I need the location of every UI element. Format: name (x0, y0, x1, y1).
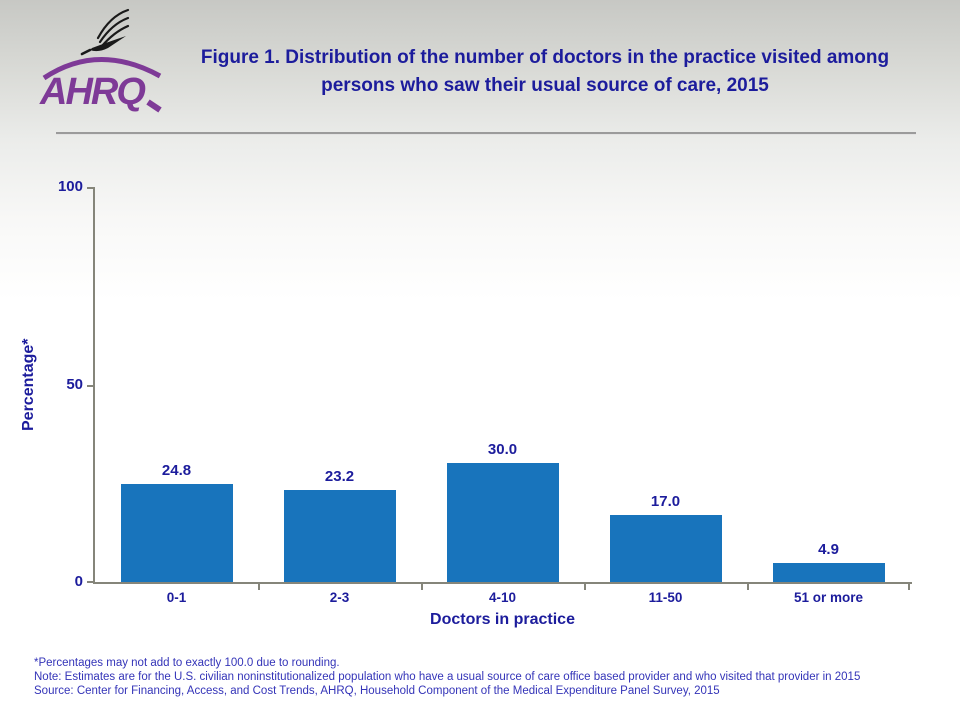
ahrq-logo (36, 4, 166, 114)
bar (773, 563, 885, 582)
footnote-note: Note: Estimates are for the U.S. civilian noninstitutionalized population who have a usual source of care office based provider and who visited that provider in 2015 (34, 670, 861, 683)
x-axis-title: Doctors in practice (430, 611, 575, 628)
bar (610, 515, 722, 582)
y-tick (87, 187, 93, 189)
category-label: 0-1 (166, 590, 187, 605)
y-tick-label: 100 (57, 178, 83, 195)
y-tick-label: 50 (66, 375, 83, 393)
y-tick (87, 581, 93, 583)
plot-area (57, 178, 910, 605)
ahrq-logo-text: AHRQ (40, 71, 144, 113)
figure-title (150, 44, 940, 100)
bar-value-label: 17.0 (650, 493, 681, 510)
figure-title-line1: Figure 1. Distribution of the number of doctors in the practice visited among (200, 47, 890, 68)
figure-title-line2: persons who saw their usual source of care, 2015 (321, 75, 769, 96)
footnotes (34, 657, 946, 698)
y-tick (87, 385, 93, 387)
category-label: 51 or more (793, 590, 864, 605)
y-tick-label: 0 (74, 573, 83, 590)
category-label: 11-50 (648, 590, 683, 605)
ahrq-q-tail (148, 102, 160, 110)
ahrq-logo-graphic (36, 4, 166, 114)
hhs-eagle-icon (82, 10, 128, 54)
bar-value-label: 24.8 (161, 462, 192, 479)
category-label: 4-10 (488, 590, 517, 605)
footnote-source: Source: Center for Financing, Access, and Cost Trends, AHRQ, Household Component of the Medical Expenditure Panel Survey, 2015 (34, 684, 720, 697)
bar (121, 484, 233, 582)
bar (284, 490, 396, 582)
y-axis-title: Percentage* (20, 338, 37, 431)
x-axis-line (93, 582, 912, 584)
header-divider (56, 132, 916, 135)
bar-value-label: 30.0 (487, 441, 518, 458)
y-axis-line (93, 187, 95, 584)
bar (447, 463, 559, 582)
footnote-asterisk: *Percentages may not add to exactly 100.0 due to rounding. (34, 657, 340, 669)
bar-value-label: 4.9 (818, 541, 839, 558)
bar-value-label: 23.2 (324, 468, 355, 485)
category-label: 2-3 (329, 590, 350, 605)
